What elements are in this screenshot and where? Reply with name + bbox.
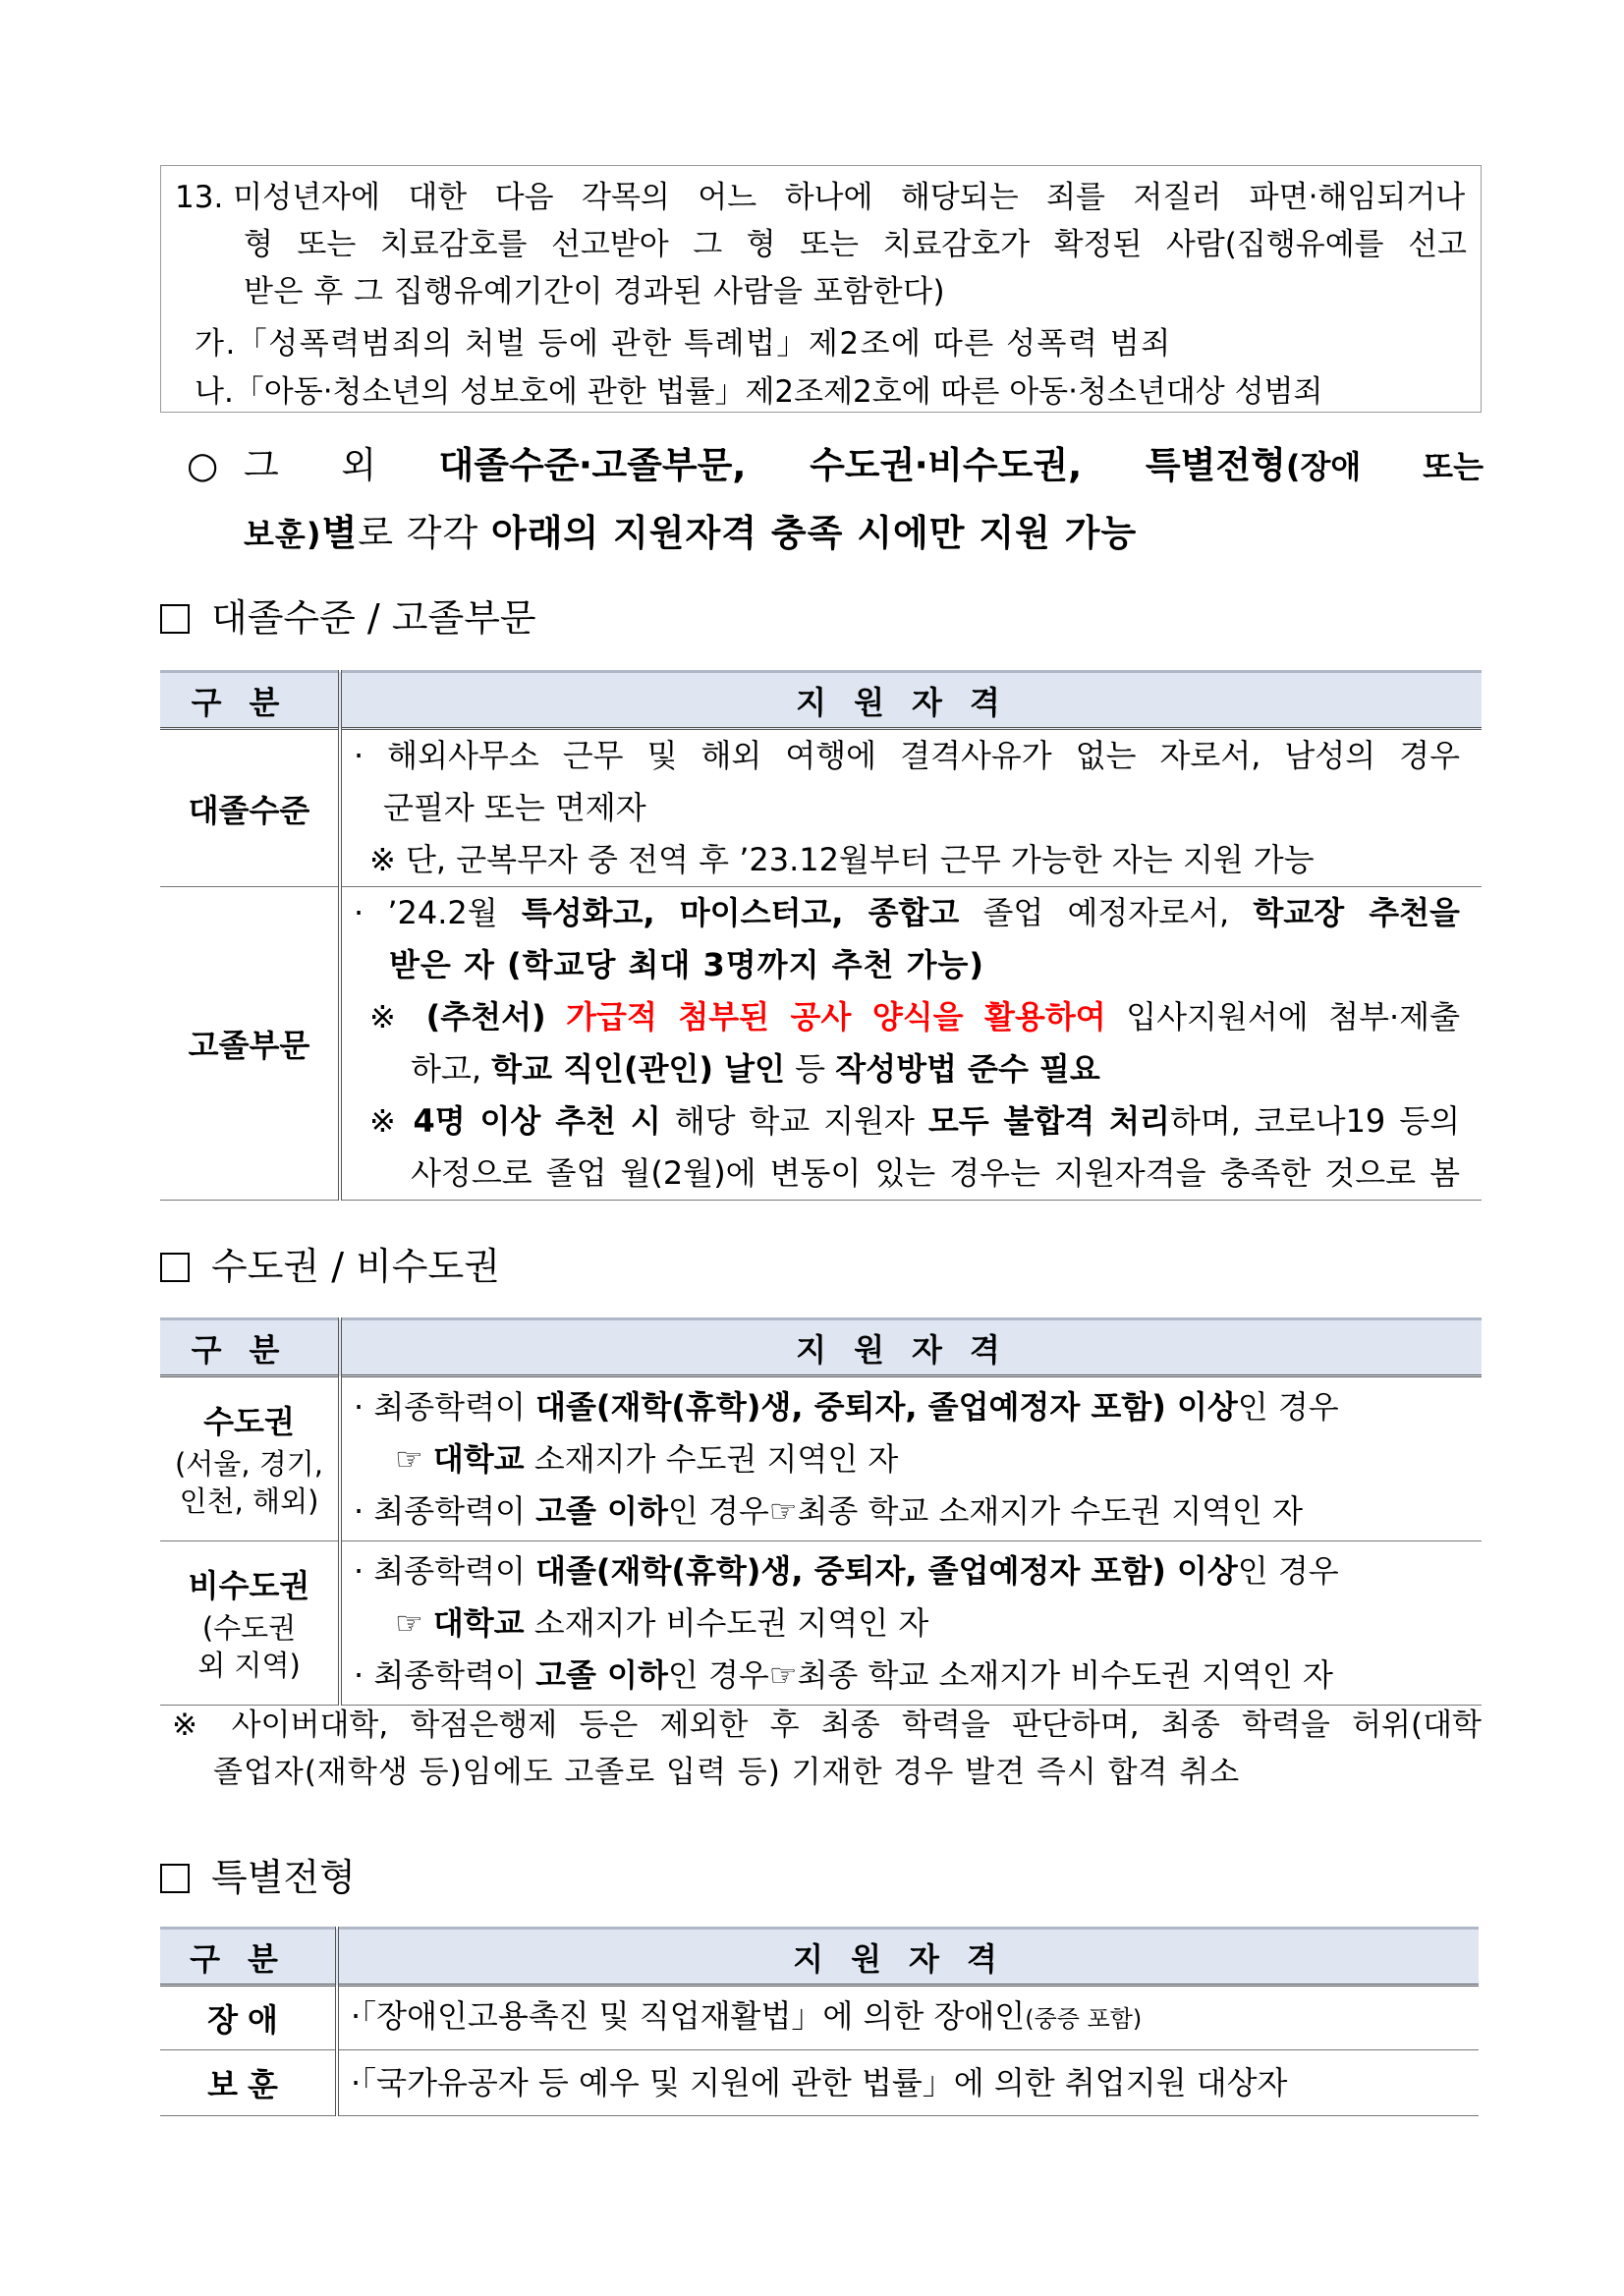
item-13-number: 13. <box>175 180 224 215</box>
row-label-noncapital: 비수도권 <box>188 1567 310 1604</box>
header-category: 구분 <box>160 1319 340 1376</box>
section-title-region: 수도권 / 비수도권 <box>160 1236 500 1290</box>
education-qualification-table <box>160 670 1482 1201</box>
table-row-noncapital: 비수도권 (수도권 외 지역) · 최종학력이 대졸(재학(휴학)생, 중퇴자, 졸업예정자 포함) 이상인 경우 ☞ 대학교 소재지가 비수도권 지역인 자 · 최종학력이 고졸 이하인 경우☞최종 학교 소재지가 비수도권 지역인 자 <box>160 1541 1482 1706</box>
cyber-university-note: ※ 사이버대학, 학점은행제 등은 제외한 후 최종 학력을 판단하며, 최종 학력을 허위(대학 졸업자(재학생 등)임에도 고졸로 입력 등) 기재한 경우 발견 즉시 합격 취소 <box>172 1708 1482 1790</box>
circle-bullet: ○ <box>187 444 219 486</box>
disqualification-criteria-box <box>160 165 1482 413</box>
checkbox-square-icon <box>160 1864 190 1893</box>
sub-item-b: 나.「아동‧청소년의 성보호에 관한 법률」제2조제2호에 따른 아동‧청소년대상 성범죄 <box>195 374 1323 410</box>
table-row-veteran: 보훈 ·「국가유공자 등 예우 및 지원에 관한 법률」에 의한 취업지원 대상자 <box>160 2050 1479 2116</box>
additional-requirements-paragraph: ○ 그 외 대졸수준‧고졸부문, 수도권‧비수도권, 특별전형(장애 또는 보훈)별로 각각 아래의 지원자격 충족 시에만 지원 가능 <box>187 432 1484 568</box>
section-title-special: 특별전형 <box>160 1847 356 1901</box>
item-13-line3: 받은 후 그 집행유예기간이 경과된 사람을 포함한다) <box>244 274 946 309</box>
pointing-hand-icon: ☞ <box>395 1603 433 1642</box>
checkbox-square-icon <box>160 604 190 634</box>
header-qualification: 지원자격 <box>340 672 1482 729</box>
table-row-highschool: 고졸부문 · ’24.2월 특성화고, 마이스터고, 종합고 졸업 예정자로서, 학교장 추천을 받은 자 (학교당 최대 3명까지 추천 가능) ※ (추천서) 가급적 첨부된 공사 양식을 활용하여 입사지원서에 첨부·제출 하고, 학교 직인(관인) 날인 등 작성방법 준수 필요 ※ 4명 이상 추천 시 해당 학교 지원자 모두 불합격 처리하며, 코로나19 등의 사정으로 졸업 월(2월)에 변동이 있는 경우는 지원자격을 충족한 것으로 봄 <box>160 887 1482 1201</box>
row-label-capital: 수도권 <box>203 1403 295 1440</box>
row-label-highschool: 고졸부문 <box>160 887 340 1201</box>
row-label-univ: 대졸수준 <box>160 729 340 887</box>
item-13-line2: 형 또는 치료감호를 선고받아 그 형 또는 치료감호가 확정된 사람(집행유예를 선고 <box>244 227 1467 262</box>
row-label-disability: 장애 <box>160 1986 337 2050</box>
table-row-capital: 수도권 (서울, 경기, 인천, 해외) · 최종학력이 대졸(재학(휴학)생, 중퇴자, 졸업예정자 포함) 이상인 경우 ☞ 대학교 소재지가 수도권 지역인 자 · 최종학력이 고졸 이하인 경우☞최종 학교 소재지가 수도권 지역인 자 <box>160 1376 1482 1541</box>
sub-item-a: 가.「성폭력범죄의 처벌 등에 관한 특례법」제2조에 따른 성폭력 범죄 <box>195 326 1172 362</box>
header-qualification: 지원자격 <box>340 1319 1482 1376</box>
section-title-education: 대졸수준 / 고졸부문 <box>160 588 536 642</box>
header-category: 구분 <box>160 1929 337 1986</box>
item-13-line1: 13. 미성년자에 대한 다음 각목의 어느 하나에 해당되는 죄를 저질러 파면‧해임되거나 <box>175 180 1466 215</box>
pointing-hand-icon: ☞ <box>395 1439 433 1478</box>
header-qualification: 지원자격 <box>337 1929 1479 1986</box>
checkbox-square-icon <box>160 1253 190 1282</box>
header-category: 구분 <box>160 672 340 729</box>
table-row-disability: 장애 ·「장애인고용촉진 및 직업재활법」에 의한 장애인(중증 포함) <box>160 1986 1479 2050</box>
region-qualification-table <box>160 1317 1482 1706</box>
row-label-veteran: 보훈 <box>160 2050 337 2116</box>
special-qualification-table <box>160 1927 1479 2116</box>
table-row-univ: 대졸수준 · 해외사무소 근무 및 해외 여행에 결격사유가 없는 자로서, 남성의 경우 군필자 또는 면제자 ※ 단, 군복무자 중 전역 후 ’23.12월부터 근무 가능한 자는 지원 가능 <box>160 729 1482 887</box>
